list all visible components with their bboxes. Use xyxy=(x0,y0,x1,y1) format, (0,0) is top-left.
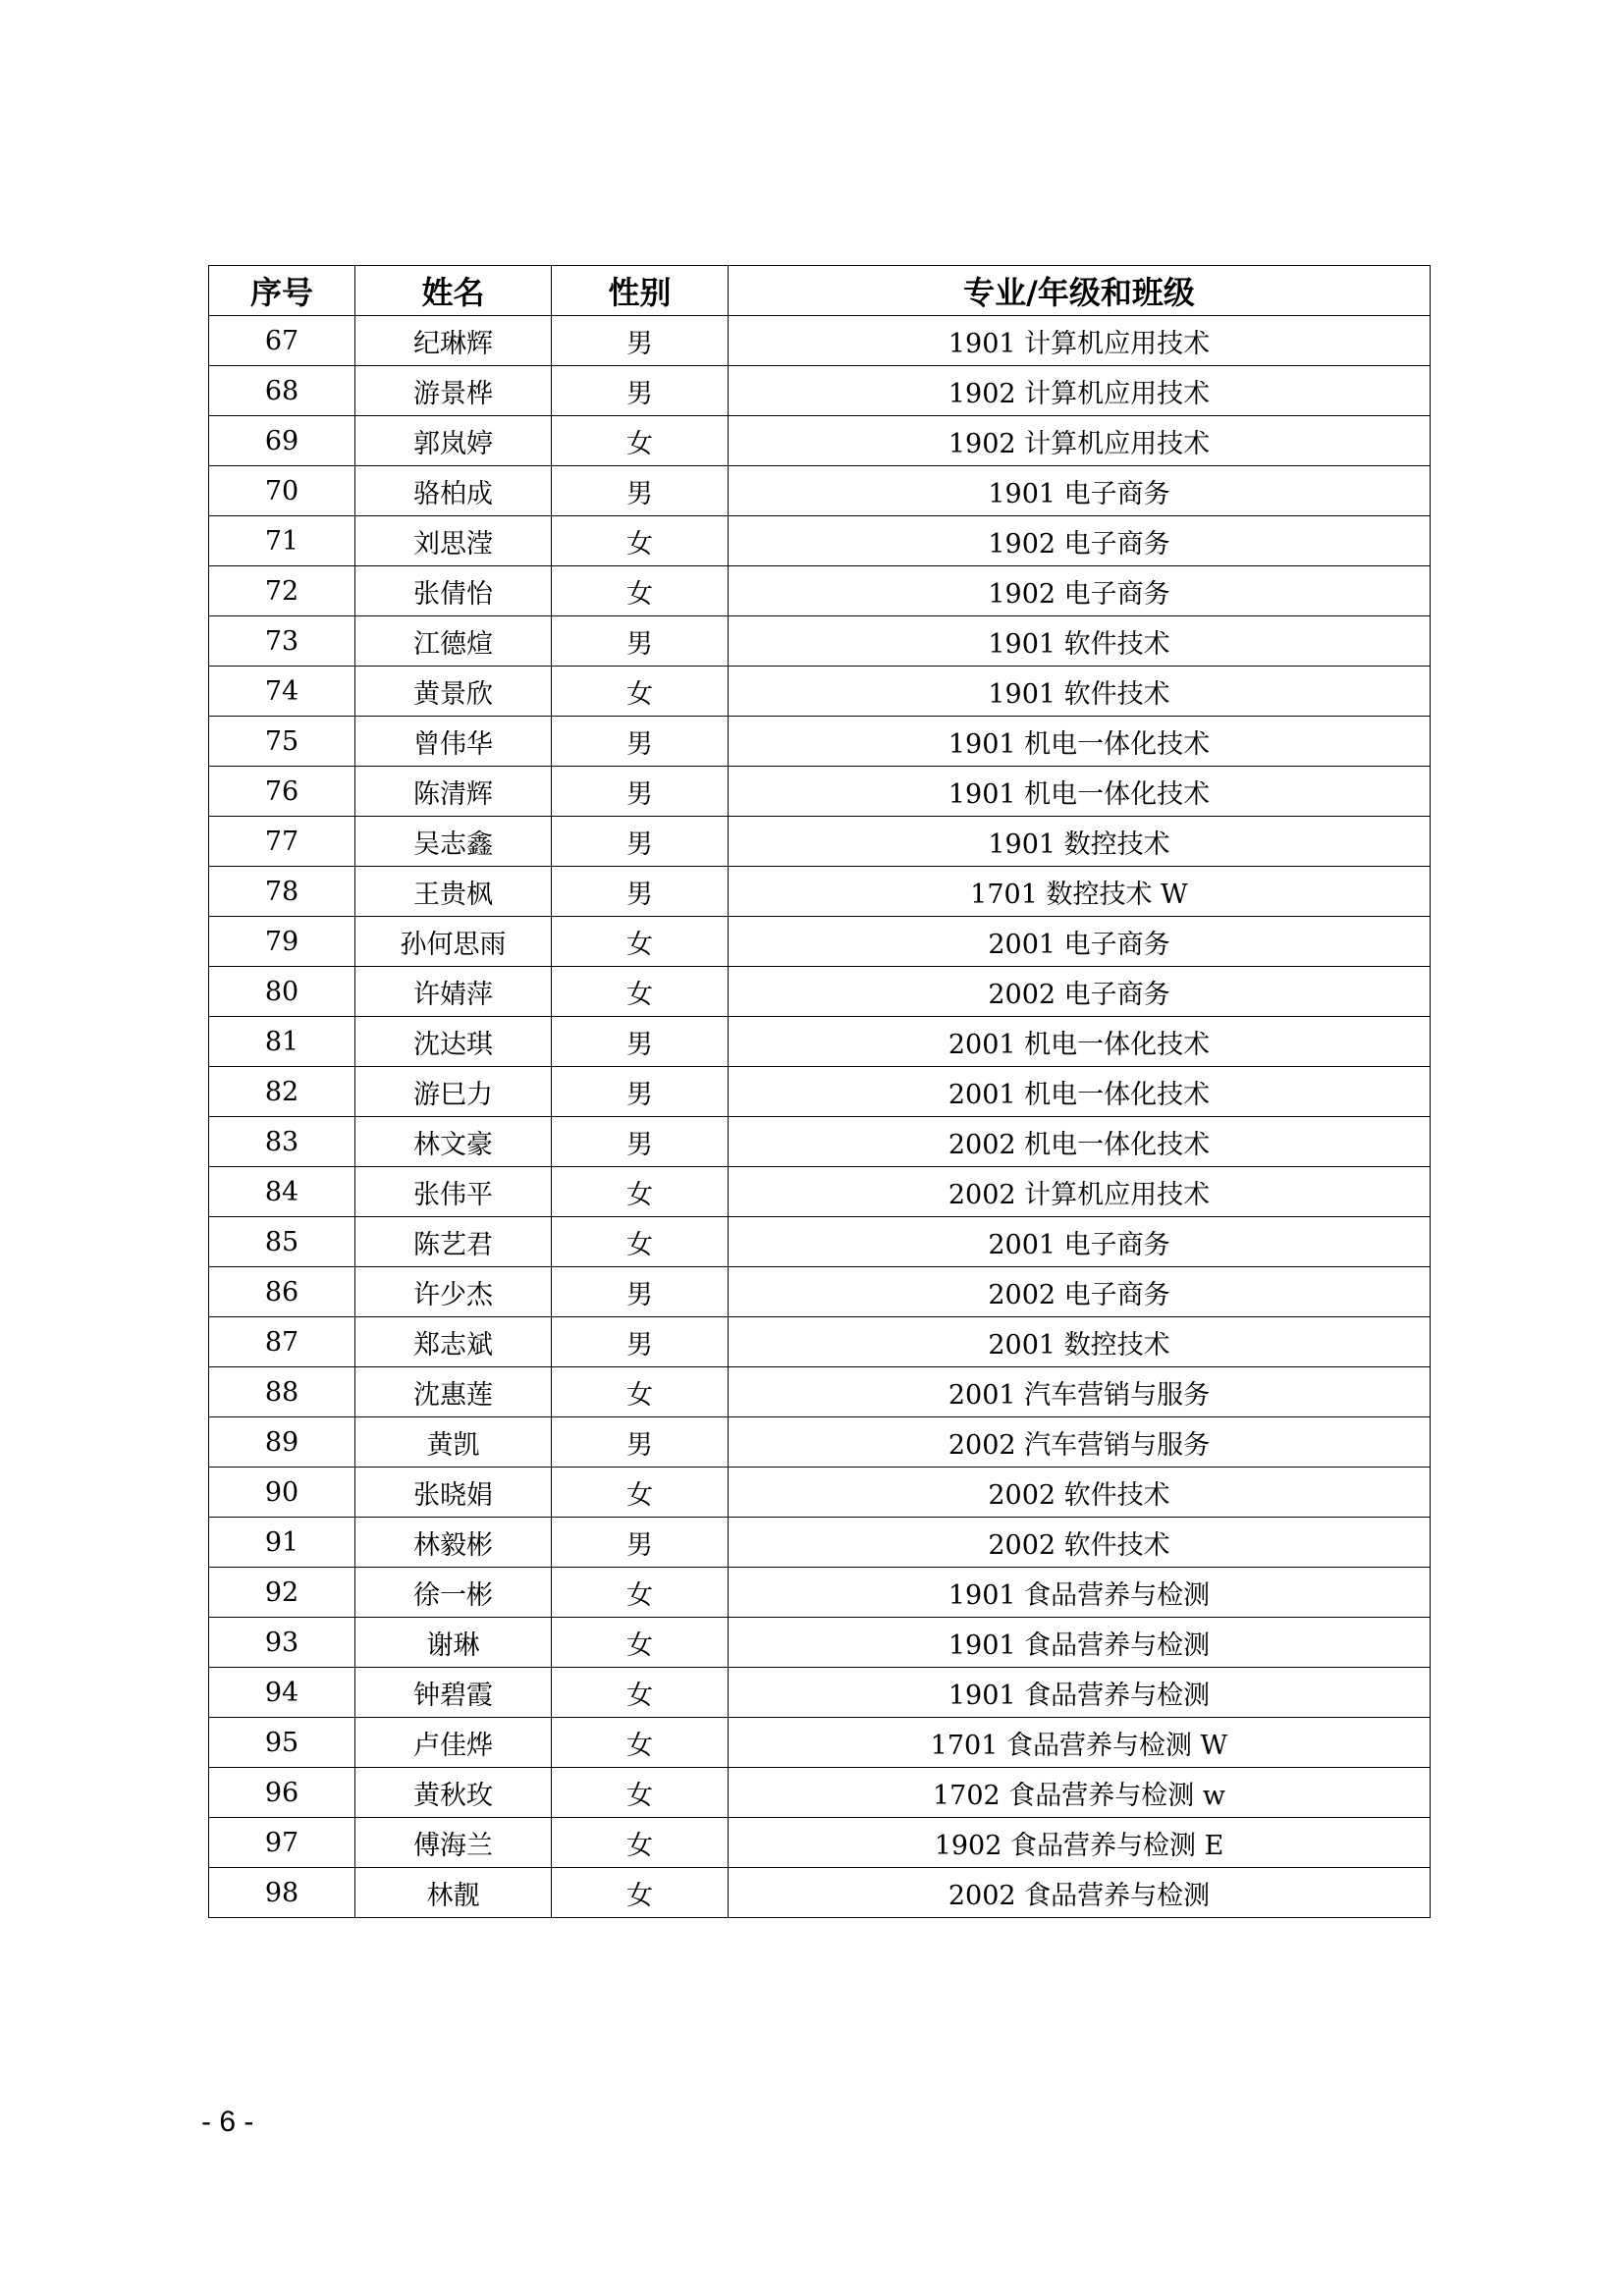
table-row xyxy=(209,1267,1431,1317)
cell-major-class: 2002 机电一体化技术 xyxy=(729,1117,1431,1167)
cell-serial-number: 86 xyxy=(209,1267,355,1317)
table-row xyxy=(209,667,1431,717)
table-row xyxy=(209,1568,1431,1618)
cell-gender: 女 xyxy=(552,1868,729,1918)
cell-name: 郑志斌 xyxy=(355,1317,552,1367)
cell-name: 陈艺君 xyxy=(355,1217,552,1267)
page-number: - 6 - xyxy=(201,2106,254,2138)
cell-name: 傅海兰 xyxy=(355,1818,552,1868)
cell-name: 谢琳 xyxy=(355,1618,552,1668)
cell-serial-number: 69 xyxy=(209,416,355,466)
cell-gender: 男 xyxy=(552,1117,729,1167)
cell-serial-number: 75 xyxy=(209,717,355,767)
cell-name: 陈清辉 xyxy=(355,767,552,817)
cell-serial-number: 88 xyxy=(209,1367,355,1417)
table-row xyxy=(209,466,1431,516)
cell-gender: 女 xyxy=(552,1718,729,1768)
cell-serial-number: 80 xyxy=(209,967,355,1017)
cell-major-class: 1901 食品营养与检测 xyxy=(729,1618,1431,1668)
cell-major-class: 2002 电子商务 xyxy=(729,1267,1431,1317)
cell-name: 骆柏成 xyxy=(355,466,552,516)
cell-major-class: 2002 计算机应用技术 xyxy=(729,1167,1431,1217)
cell-serial-number: 92 xyxy=(209,1568,355,1618)
cell-gender: 男 xyxy=(552,1417,729,1468)
table-header-row xyxy=(209,266,1431,316)
cell-major-class: 1902 食品营养与检测 E xyxy=(729,1818,1431,1868)
table-row xyxy=(209,1167,1431,1217)
cell-serial-number: 87 xyxy=(209,1317,355,1367)
cell-gender: 男 xyxy=(552,817,729,867)
table-row xyxy=(209,316,1431,366)
cell-gender: 男 xyxy=(552,1267,729,1317)
cell-name: 林文豪 xyxy=(355,1117,552,1167)
cell-serial-number: 97 xyxy=(209,1818,355,1868)
cell-serial-number: 79 xyxy=(209,917,355,967)
table-row xyxy=(209,1417,1431,1468)
cell-gender: 男 xyxy=(552,616,729,667)
cell-gender: 男 xyxy=(552,1317,729,1367)
table-row xyxy=(209,1868,1431,1918)
cell-gender: 女 xyxy=(552,1618,729,1668)
cell-name: 林毅彬 xyxy=(355,1518,552,1568)
cell-major-class: 2001 机电一体化技术 xyxy=(729,1067,1431,1117)
cell-name: 王贵枫 xyxy=(355,867,552,917)
cell-serial-number: 81 xyxy=(209,1017,355,1067)
cell-name: 游巳力 xyxy=(355,1067,552,1117)
table-body xyxy=(209,316,1431,1918)
cell-serial-number: 73 xyxy=(209,616,355,667)
cell-serial-number: 71 xyxy=(209,516,355,566)
cell-major-class: 2001 机电一体化技术 xyxy=(729,1017,1431,1067)
cell-name: 沈达琪 xyxy=(355,1017,552,1067)
table-row xyxy=(209,516,1431,566)
cell-major-class: 1901 软件技术 xyxy=(729,667,1431,717)
table-row xyxy=(209,1718,1431,1768)
cell-gender: 女 xyxy=(552,1768,729,1818)
cell-major-class: 1901 食品营养与检测 xyxy=(729,1568,1431,1618)
cell-serial-number: 74 xyxy=(209,667,355,717)
cell-major-class: 2001 汽车营销与服务 xyxy=(729,1367,1431,1417)
header-name: 姓名 xyxy=(355,266,552,316)
table-row xyxy=(209,767,1431,817)
cell-serial-number: 67 xyxy=(209,316,355,366)
cell-major-class: 1902 计算机应用技术 xyxy=(729,366,1431,416)
cell-major-class: 2002 软件技术 xyxy=(729,1468,1431,1518)
cell-name: 郭岚婷 xyxy=(355,416,552,466)
cell-gender: 男 xyxy=(552,1067,729,1117)
cell-gender: 女 xyxy=(552,516,729,566)
cell-gender: 男 xyxy=(552,717,729,767)
cell-name: 许婧萍 xyxy=(355,967,552,1017)
cell-major-class: 2001 电子商务 xyxy=(729,1217,1431,1267)
cell-name: 黄景欣 xyxy=(355,667,552,717)
table-row xyxy=(209,1217,1431,1267)
cell-serial-number: 77 xyxy=(209,817,355,867)
cell-major-class: 1701 食品营养与检测 W xyxy=(729,1718,1431,1768)
table-row xyxy=(209,616,1431,667)
table-row xyxy=(209,416,1431,466)
cell-major-class: 1902 计算机应用技术 xyxy=(729,416,1431,466)
cell-gender: 女 xyxy=(552,1167,729,1217)
cell-major-class: 1901 电子商务 xyxy=(729,466,1431,516)
cell-gender: 男 xyxy=(552,366,729,416)
cell-gender: 男 xyxy=(552,1518,729,1568)
table-row xyxy=(209,917,1431,967)
cell-name: 孙何思雨 xyxy=(355,917,552,967)
cell-major-class: 1701 数控技术 W xyxy=(729,867,1431,917)
table-row xyxy=(209,1818,1431,1868)
cell-major-class: 2002 电子商务 xyxy=(729,967,1431,1017)
cell-serial-number: 94 xyxy=(209,1668,355,1718)
cell-major-class: 1902 电子商务 xyxy=(729,566,1431,616)
table-row xyxy=(209,1367,1431,1417)
cell-major-class: 1901 机电一体化技术 xyxy=(729,717,1431,767)
cell-major-class: 2002 食品营养与检测 xyxy=(729,1868,1431,1918)
cell-gender: 女 xyxy=(552,566,729,616)
cell-gender: 男 xyxy=(552,316,729,366)
cell-gender: 女 xyxy=(552,1818,729,1868)
table-row xyxy=(209,1768,1431,1818)
table-row xyxy=(209,967,1431,1017)
cell-name: 许少杰 xyxy=(355,1267,552,1317)
cell-gender: 男 xyxy=(552,867,729,917)
cell-name: 张伟平 xyxy=(355,1167,552,1217)
cell-serial-number: 78 xyxy=(209,867,355,917)
cell-serial-number: 96 xyxy=(209,1768,355,1818)
table-row xyxy=(209,366,1431,416)
cell-name: 黄秋玫 xyxy=(355,1768,552,1818)
cell-serial-number: 83 xyxy=(209,1117,355,1167)
table-row xyxy=(209,1117,1431,1167)
cell-name: 曾伟华 xyxy=(355,717,552,767)
cell-serial-number: 82 xyxy=(209,1067,355,1117)
cell-name: 张倩怡 xyxy=(355,566,552,616)
table-row xyxy=(209,1668,1431,1718)
table-row xyxy=(209,817,1431,867)
cell-major-class: 1902 电子商务 xyxy=(729,516,1431,566)
cell-major-class: 1901 食品营养与检测 xyxy=(729,1668,1431,1718)
cell-gender: 女 xyxy=(552,1568,729,1618)
cell-gender: 男 xyxy=(552,1017,729,1067)
cell-serial-number: 76 xyxy=(209,767,355,817)
cell-name: 吴志鑫 xyxy=(355,817,552,867)
cell-major-class: 1702 食品营养与检测 w xyxy=(729,1768,1431,1818)
cell-gender: 女 xyxy=(552,667,729,717)
cell-major-class: 1901 计算机应用技术 xyxy=(729,316,1431,366)
cell-name: 卢佳烨 xyxy=(355,1718,552,1768)
cell-serial-number: 85 xyxy=(209,1217,355,1267)
cell-serial-number: 93 xyxy=(209,1618,355,1668)
cell-gender: 女 xyxy=(552,1468,729,1518)
cell-gender: 女 xyxy=(552,1367,729,1417)
header-gender: 性别 xyxy=(552,266,729,316)
cell-name: 钟碧霞 xyxy=(355,1668,552,1718)
table-row xyxy=(209,1317,1431,1367)
cell-name: 江德煊 xyxy=(355,616,552,667)
cell-serial-number: 84 xyxy=(209,1167,355,1217)
cell-serial-number: 70 xyxy=(209,466,355,516)
cell-serial-number: 72 xyxy=(209,566,355,616)
cell-major-class: 2001 数控技术 xyxy=(729,1317,1431,1367)
cell-gender: 女 xyxy=(552,967,729,1017)
cell-serial-number: 98 xyxy=(209,1868,355,1918)
table-row xyxy=(209,1518,1431,1568)
cell-name: 刘思滢 xyxy=(355,516,552,566)
cell-serial-number: 95 xyxy=(209,1718,355,1768)
cell-serial-number: 68 xyxy=(209,366,355,416)
cell-gender: 女 xyxy=(552,1217,729,1267)
cell-gender: 男 xyxy=(552,767,729,817)
cell-name: 徐一彬 xyxy=(355,1568,552,1618)
cell-major-class: 1901 数控技术 xyxy=(729,817,1431,867)
table-row xyxy=(209,717,1431,767)
student-table xyxy=(208,265,1431,1918)
cell-name: 沈惠莲 xyxy=(355,1367,552,1417)
cell-name: 张晓娟 xyxy=(355,1468,552,1518)
table-row xyxy=(209,1618,1431,1668)
cell-gender: 男 xyxy=(552,466,729,516)
table-row xyxy=(209,1067,1431,1117)
table-row xyxy=(209,1468,1431,1518)
cell-major-class: 2002 软件技术 xyxy=(729,1518,1431,1568)
header-serial-number: 序号 xyxy=(209,266,355,316)
cell-major-class: 2002 汽车营销与服务 xyxy=(729,1417,1431,1468)
table-row xyxy=(209,867,1431,917)
cell-name: 纪琳辉 xyxy=(355,316,552,366)
cell-gender: 女 xyxy=(552,917,729,967)
cell-name: 黄凯 xyxy=(355,1417,552,1468)
cell-major-class: 1901 机电一体化技术 xyxy=(729,767,1431,817)
table-row xyxy=(209,1017,1431,1067)
cell-serial-number: 91 xyxy=(209,1518,355,1568)
header-major-class: 专业/年级和班级 xyxy=(729,266,1431,316)
cell-name: 林靓 xyxy=(355,1868,552,1918)
cell-name: 游景桦 xyxy=(355,366,552,416)
cell-major-class: 2001 电子商务 xyxy=(729,917,1431,967)
cell-serial-number: 89 xyxy=(209,1417,355,1468)
cell-gender: 女 xyxy=(552,1668,729,1718)
cell-gender: 女 xyxy=(552,416,729,466)
cell-major-class: 1901 软件技术 xyxy=(729,616,1431,667)
table-row xyxy=(209,566,1431,616)
cell-serial-number: 90 xyxy=(209,1468,355,1518)
